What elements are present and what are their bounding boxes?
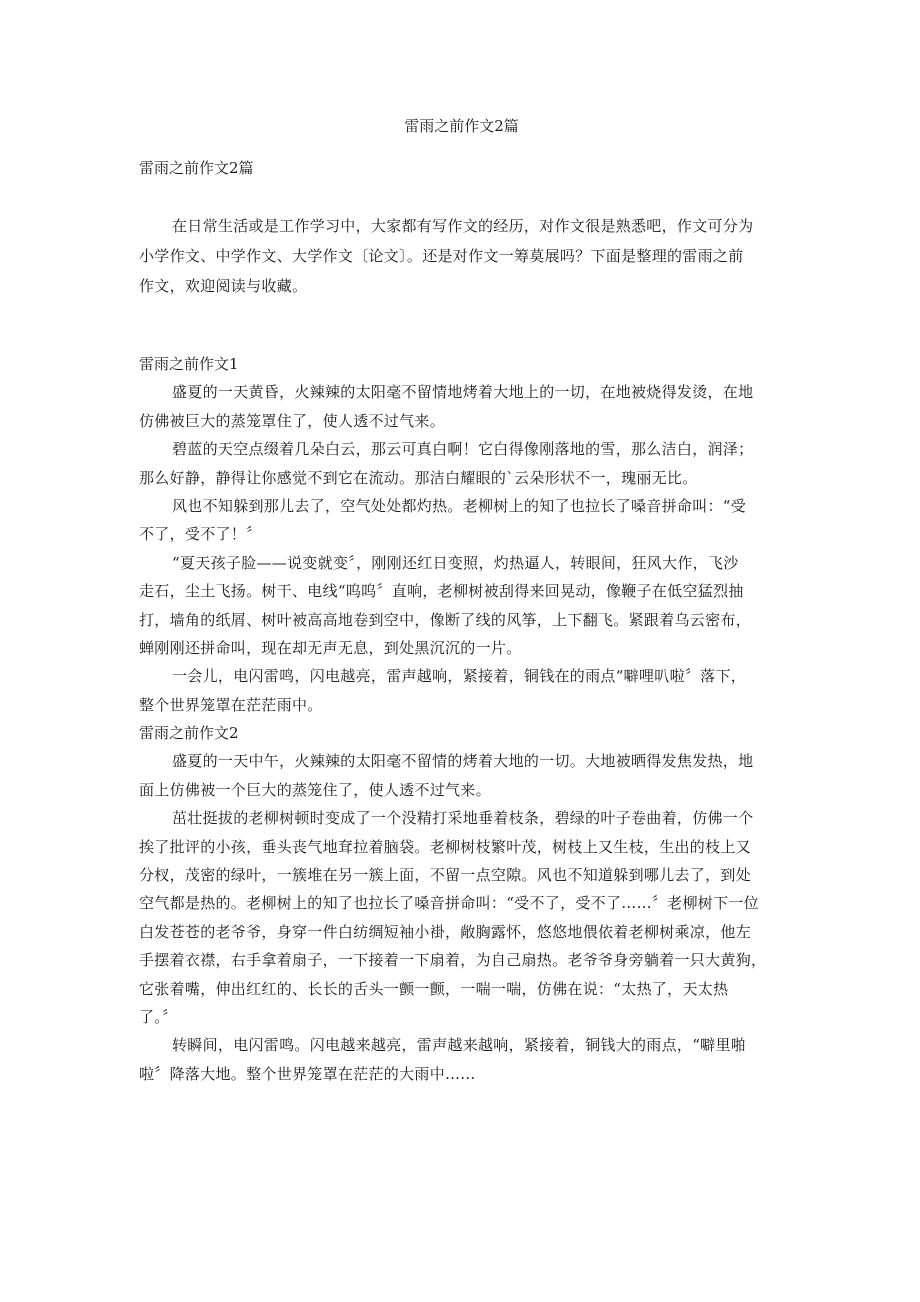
- paragraph-line: 蝉刚刚还拼命叫，现在却无声无息，到处黑沉沉的一片。: [139, 638, 522, 657]
- paragraph-line: 挨了批评的小孩，垂头丧气地耷拉着脑袋。老柳树枝繁叶茂，树枝上又生枝，生出的枝上又: [139, 837, 752, 856]
- essay-paragraph: [139, 1031, 784, 1088]
- essay-paragraph: [139, 549, 784, 663]
- intro-line: 在日常生活或是工作学习中，大家都有写作文的经历，对作文很是熟悉吧，作文可分为: [172, 217, 754, 235]
- intro-paragraph: [139, 211, 784, 301]
- paragraph-line: 白发苍苍的老爷爷，身穿一件白纺绸短袖小褂，敞胸露怀，悠悠地偎依着老柳树乘凉，他左: [139, 922, 752, 941]
- paragraph-line: 盛夏的一天黄昏，火辣辣的太阳毫不留情地烤着大地上的一切，在地被烧得发烫，在地: [172, 383, 754, 402]
- paragraph-line: 转瞬间，电闪雷鸣。闪电越来越亮，雷声越来越响，紧接着，铜钱大的雨点，“噼里啪: [172, 1036, 747, 1055]
- essay-paragraph: [139, 662, 784, 719]
- essay-sections: [139, 350, 784, 1088]
- paragraph-line: 了。〞: [139, 1007, 178, 1026]
- paragraph-line: 啦〞降落大地。整个世界笼罩在茫茫的大雨中……: [139, 1064, 476, 1083]
- paragraph-line: 分杈，茂密的绿叶，一簇堆在另一簇上面，不留一点空隙。风也不知道躲到哪儿去了，到处: [139, 866, 752, 885]
- paragraph-line: 一会儿，电闪雷鸣，闪电越亮，雷声越响，紧接着，铜钱在的雨点“噼哩叭啦〞落下，: [172, 667, 747, 686]
- essay2-section: [139, 719, 784, 1088]
- essay-heading: 雷雨之前作文1: [139, 355, 239, 373]
- paragraph-line: 它张着嘴，伸出红红的、长长的舌头一颤一颤，一喘一喘，仿佛在说：“太热了，天太热: [139, 979, 729, 998]
- paragraph-line: 那么好静，静得让你感觉不到它在流动。那洁白耀眼的`云朵形状不一，瑰丽无比。: [139, 468, 698, 487]
- paragraph-line: 茁壮挺拔的老柳树顿时变成了一个没精打采地垂着枝条，碧绿的叶子卷曲着，仿佛一个: [172, 809, 754, 828]
- paragraph-line: 面上仿佛被一个巨大的蒸笼住了，使人透不过气来。: [139, 780, 491, 799]
- essay1-section: [139, 350, 784, 719]
- paragraph-line: 不了，受不了！〞: [139, 525, 262, 544]
- paragraph-line: 盛夏的一天中午，火辣辣的太阳毫不留情的烤着大地的一切。大地被晒得发焦发热，地: [172, 752, 754, 771]
- essay-heading: 雷雨之前作文2: [139, 724, 239, 743]
- paragraph-line: 手摆着衣襟，右手拿着扇子，一下接着一下扇着，为自己扇热。老爷爷身旁躺着一只大黄狗，: [139, 951, 767, 970]
- essay-paragraph: [139, 378, 784, 435]
- intro-line: 小学作文、中学作文、大学作文〔论文〕。还是对作文一筹莫展吗？下面是整理的雷雨之前: [139, 247, 744, 265]
- essay-paragraph: [139, 435, 784, 492]
- document-subtitle: 雷雨之前作文2篇: [139, 159, 254, 177]
- paragraph-line: 碧蓝的天空点缀着几朵白云，那云可真白啊！它白得像刚落地的雪，那么洁白，润泽；: [172, 440, 754, 459]
- paragraph-line: 风也不知躲到那儿去了，空气处处都灼热。老柳树上的知了也拉长了嗓音拼命叫：“受: [172, 496, 747, 515]
- intro-line: 作文，欢迎阅读与收藏。: [139, 277, 308, 295]
- essay-paragraph: [139, 492, 784, 549]
- paragraph-line: 走石，尘土飞扬。树干、电线“呜呜〞直响，老柳树被刮得来回晃动，像鞭子在低空猛烈抽: [139, 582, 744, 601]
- paragraph-line: 仿佛被巨大的蒸笼罩住了，使人透不过气来。: [139, 411, 446, 430]
- paragraph-line: “夏天孩子脸——说变就变〞，刚刚还红日变照，灼热逼人，转眼间，狂风大作，飞沙: [172, 553, 739, 572]
- essay-paragraph: [139, 804, 784, 1031]
- paragraph-line: 整个世界笼罩在茫茫雨中。: [139, 695, 323, 714]
- paragraph-line: 打，墙角的纸屑、树叶被高高地卷到空中，像断了线的风筝，上下翻飞。紧跟着乌云密布，: [139, 610, 752, 629]
- essay-paragraph: [139, 747, 784, 804]
- document-title: 雷雨之前作文2篇: [404, 117, 519, 135]
- paragraph-line: 空气都是热的。老柳树上的知了也拉长了嗓音拼命叫：“受不了，受不了……〞老柳树下一位: [139, 894, 759, 913]
